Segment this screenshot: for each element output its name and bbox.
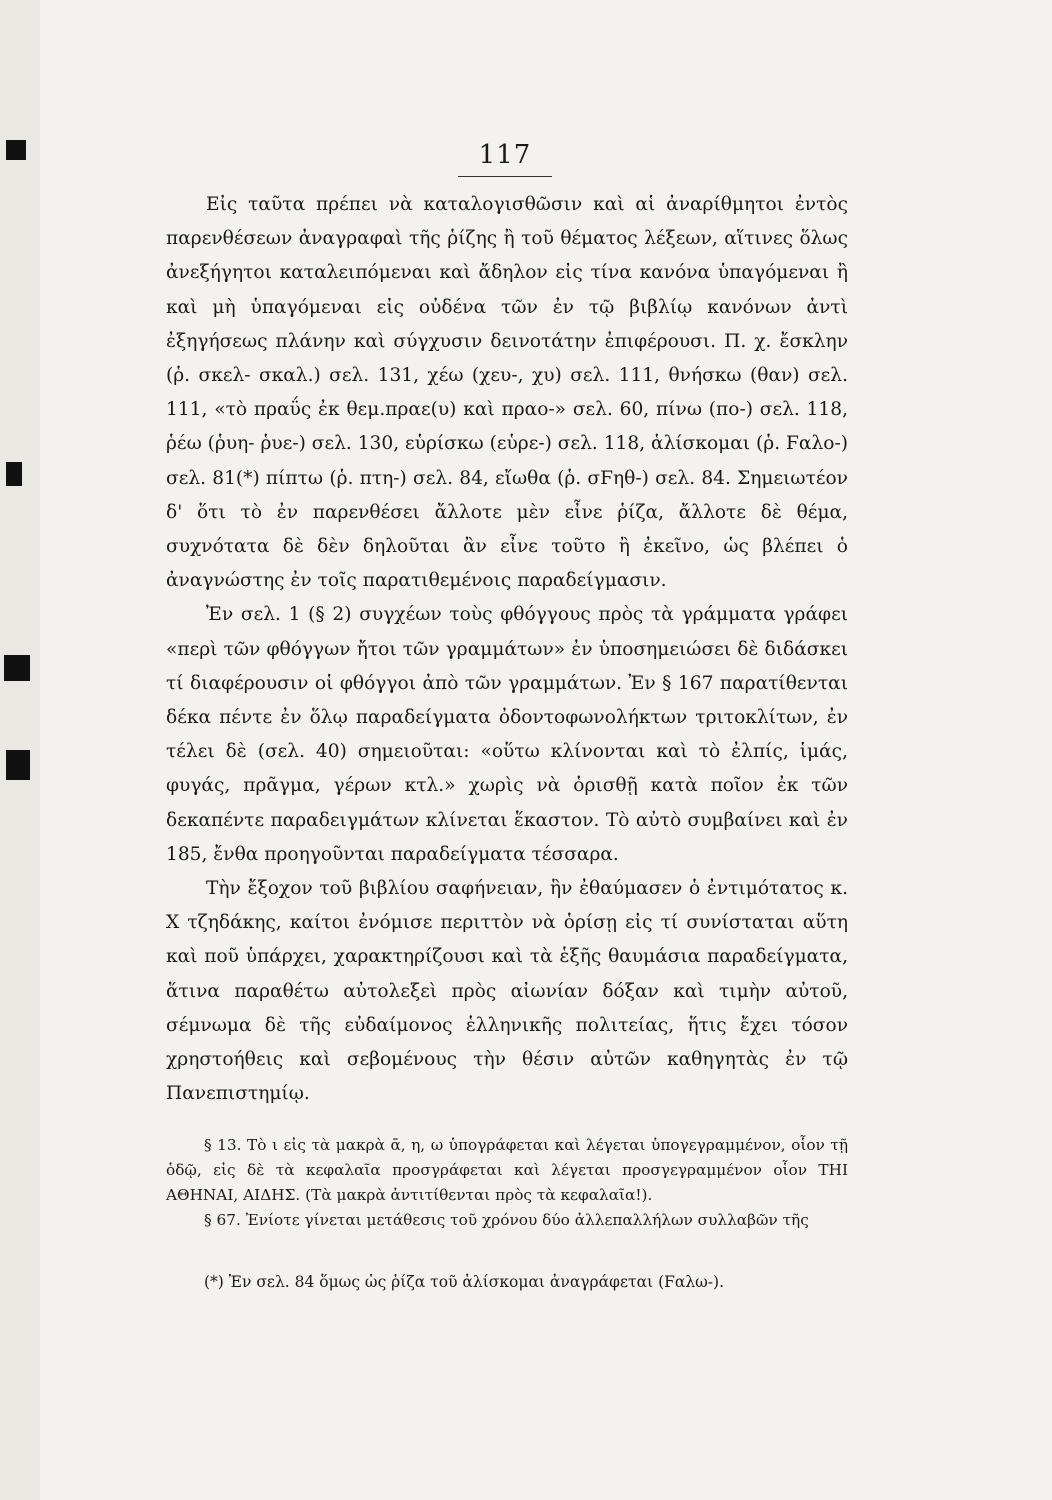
footnote: § 13. Τὸ ι εἰς τὰ μακρὰ ᾱ, η, ω ὑπογράφεται καὶ λέγεται ὑπογεγραμμένον, οἷον τῇ ὁδῷ, εἰς δὲ τὰ κεφαλαῖα προσγράφεται καὶ λέγεται προσγεγραμμένον οἷον ΤΗΙ ΑΘΗΝΑΙ, ΑΙΔΗΣ. (Τὰ μακρὰ ἀντιτίθενται πρὸς τὰ κεφαλαῖα!). [166, 1136, 848, 1204]
asterisk-footnote: (*) Ἐν σελ. 84 ὅμως ὡς ῥίζα τοῦ ἁλίσκομαι ἀναγράφεται (Ϝαλω-). [204, 1273, 725, 1291]
binding-mark [6, 462, 22, 486]
main-text [166, 188, 848, 1111]
footnote: § 67. Ἐνίοτε γίνεται μετάθεσις τοῦ χρόνου δύο ἀλλεπαλλήλων συλλαβῶν τῆς [204, 1211, 809, 1229]
header-rule [458, 176, 552, 177]
binding-mark [6, 750, 30, 780]
binding-mark [4, 655, 30, 681]
paragraph: Εἰς ταῦτα πρέπει νὰ καταλογισθῶσιν καὶ αἱ ἀναρίθμητοι ἐντὸς παρενθέσεων ἀναγραφαὶ τῆς ῥίζης ἢ τοῦ θέματος λέξεων, αἵτινες ὅλως ἀνεξήγητοι καταλειπόμεναι καὶ ἄδηλον εἰς τίνα κανόνα ὑπαγόμεναι ἢ καὶ μὴ ὑπαγόμεναι εἰς οὐδένα τῶν ἐν τῷ βιβλίῳ κανόνων ἀντὶ ἐξηγήσεως πλάνην καὶ σύγχυσιν δεινοτάτην ἐπιφέρουσι. Π. χ. ἔσκλην (ῥ. σκελ- σκαλ.) σελ. 131, χέω (χευ-, χυ) σελ. 111, θνήσκω (θαν) σελ. 111, «τὸ πραΰς ἐκ θεμ.πραε(υ) καὶ πραο-» σελ. 60, πίνω (πο-) σελ. 118, ῥέω (ῥυη- ῥυε-) σελ. 130, εὑρίσκω (εὑρε-) σελ. 118, ἁλίσκομαι (ῥ. Ϝαλο-) σελ. 81(*) πίπτω (ῥ. πτη-) σελ. 84, εἴωθα (ῥ. σϜηθ-) σελ. 84. Σημειωτέον δ' ὅτι τὸ ἐν παρενθέσει ἄλλοτε μὲν εἶνε ῥίζα, ἄλλοτε δὲ θέμα, συχνότατα δὲ δὲν δηλοῦται ἂν εἶνε τοῦτο ἢ ἐκεῖνο, ὡς βλέπει ὁ ἀναγνώστης ἐν τοῖς παρατιθεμένοις παραδείγμασιν. [166, 194, 848, 592]
page-number: 117 [478, 140, 532, 170]
paragraph: Τὴν ἔξοχον τοῦ βιβλίου σαφήνειαν, ἣν ἐθαύμασεν ὁ ἐντιμότατος κ. Χ τζηδάκης, καίτοι ἐνόμισε περιττὸν νὰ ὁρίσῃ εἰς τί συνίσταται αὕτη καὶ ποῦ ὑπάρχει, χαρακτηρίζουσι καὶ τὰ ἑξῆς θαυμάσια παραδείγματα, ἅτινα παραθέτω αὐτολεξεὶ πρὸς αἰωνίαν δόξαν καὶ τιμὴν αὐτοῦ, σέμνωμα δὲ τῆς εὐδαίμονος ἑλληνικῆς πολιτείας, ἥτις ἔχει τόσον χρηστοήθεις καὶ σεβομένους τὴν θέσιν αὐτῶν καθηγητὰς ἐν τῷ Πανεπιστημίῳ. [166, 878, 848, 1105]
footnotes [166, 1133, 848, 1233]
paragraph: Ἐν σελ. 1 (§ 2) συγχέων τοὺς φθόγγους πρὸς τὰ γράμματα γράφει «περὶ τῶν φθόγγων ἤτοι τῶν γραμμάτων» ἐν ὑποσημειώσει δὲ διδάσκει τί διαφέρουσιν οἱ φθόγγοι ἀπὸ τῶν γραμμάτων. Ἐν § 167 παρατίθενται δέκα πέντε ἐν ὅλῳ παραδείγματα ὀδοντοφωνολήκτων τριτοκλίτων, ἐν τέλει δὲ (σελ. 40) σημειοῦται: «οὕτω κλίνονται καὶ τὸ ἐλπίς, ἱμάς, φυγάς, πρᾶγμα, γέρων κτλ.» χωρὶς νὰ ὁρισθῇ κατὰ ποῖον ἐκ τῶν δεκαπέντε παραδειγμάτων κλίνεται ἕκαστον. Τὸ αὐτὸ συμβαίνει καὶ ἐν 185, ἔνθα προηγοῦνται παραδείγματα τέσσαρα. [166, 604, 848, 865]
binding-mark [6, 140, 26, 160]
